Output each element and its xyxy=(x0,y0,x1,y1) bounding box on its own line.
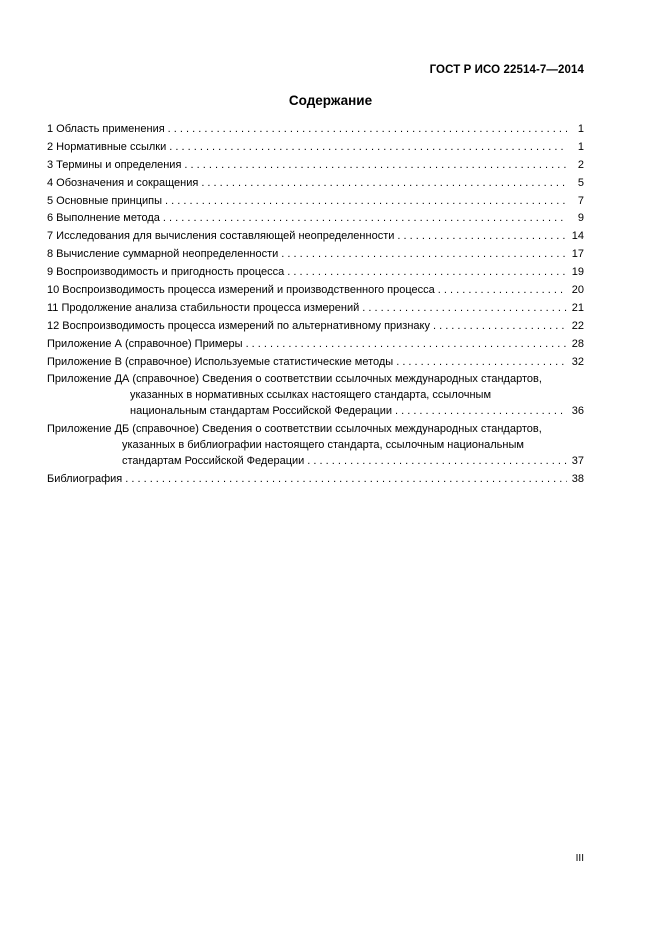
toc-entry-label: 3 Термины и определения xyxy=(47,158,182,171)
toc-entry-page: 1 xyxy=(577,123,584,135)
dot-leader xyxy=(184,157,567,173)
toc-entry[interactable] xyxy=(47,139,584,155)
dot-leader xyxy=(163,210,567,226)
toc-entry-label: 12 Воспроизводимость процесса измерений по альтернативному признаку xyxy=(47,319,430,332)
toc-entry-label-continued: стандартам Российской Федерации xyxy=(122,455,305,468)
toc-entry-label: Приложение А (справочное) Примеры xyxy=(47,337,243,350)
page-number: III xyxy=(575,853,584,864)
toc-entry-label: 7 Исследования для вычисления составляющей неопределенности xyxy=(47,230,395,243)
dot-leader xyxy=(165,193,567,209)
toc-entry-page: 37 xyxy=(571,455,584,468)
document-header: ГОСТ Р ИСО 22514-7—2014 xyxy=(429,64,584,76)
toc-entry-label: 5 Основные принципы xyxy=(47,194,163,207)
toc-entry-page: 17 xyxy=(571,248,584,261)
toc-entry-page: 5 xyxy=(577,176,584,189)
dot-leader xyxy=(395,403,567,419)
toc-entry-appendix-da[interactable] xyxy=(47,371,584,419)
toc-entry[interactable] xyxy=(47,175,584,191)
toc-entry-appendix-db[interactable] xyxy=(47,421,584,469)
toc-entry-label-continued: национальным стандартам Российской Федерации xyxy=(130,405,392,418)
table-of-contents xyxy=(47,121,584,489)
dot-leader xyxy=(246,336,567,352)
toc-entry[interactable] xyxy=(47,354,584,370)
toc-entry-label: Приложение ДБ (справочное) Сведения о соответствии ссылочных международных стандартов, xyxy=(47,423,542,436)
toc-entry-page: 32 xyxy=(571,355,584,368)
toc-entry[interactable] xyxy=(47,121,584,137)
toc-entry[interactable] xyxy=(47,210,584,226)
toc-entries xyxy=(47,121,584,370)
toc-entry-label-continued: указанных в библиографии настоящего стандарта, ссылочным национальным xyxy=(122,439,524,452)
dot-leader xyxy=(396,354,567,370)
toc-entry-label: 2 Нормативные ссылки xyxy=(47,140,167,153)
dot-leader xyxy=(169,139,567,155)
toc-entry-page: 36 xyxy=(571,405,584,418)
toc-entry-label: 11 Продолжение анализа стабильности процесса измерений xyxy=(47,301,360,314)
dot-leader xyxy=(287,264,567,280)
toc-entry-page: 21 xyxy=(571,301,584,314)
dot-leader xyxy=(397,228,567,244)
toc-entry-page: 2 xyxy=(577,158,584,171)
toc-entry[interactable] xyxy=(47,228,584,244)
toc-entry[interactable] xyxy=(47,157,584,173)
toc-entry[interactable] xyxy=(47,264,584,280)
toc-entry-page: 7 xyxy=(577,194,584,207)
toc-entry-label: 1 Область применения xyxy=(47,123,165,135)
dot-leader xyxy=(307,453,567,469)
dot-leader xyxy=(125,471,567,487)
toc-entry-page: 38 xyxy=(571,473,584,486)
dot-leader xyxy=(168,121,567,137)
toc-entry-page: 1 xyxy=(577,140,584,153)
toc-entry-label: 4 Обозначения и сокращения xyxy=(47,176,199,189)
toc-entry-label: Приложение ДА (справочное) Сведения о соответствии ссылочных международных стандартов, xyxy=(47,373,542,386)
toc-entry-page: 22 xyxy=(571,319,584,332)
dot-leader xyxy=(362,300,567,316)
toc-entry-label-continued: указанных в нормативных ссылках настоящего стандарта, ссылочным xyxy=(130,389,492,402)
toc-entry-page: 19 xyxy=(571,266,584,279)
toc-entry-page: 28 xyxy=(571,337,584,350)
toc-entry-label: 10 Воспроизводимость процесса измерений и производственного процесса xyxy=(47,284,435,297)
toc-entry-label: Приложение В (справочное) Используемые статистические методы xyxy=(47,355,394,368)
toc-entry-page: 14 xyxy=(571,230,584,243)
toc-entry[interactable] xyxy=(47,336,584,352)
dot-leader xyxy=(433,318,567,334)
dot-leader xyxy=(201,175,567,191)
toc-entry-page: 20 xyxy=(571,284,584,297)
toc-entry[interactable] xyxy=(47,300,584,316)
toc-title: Содержание xyxy=(288,93,373,108)
toc-entry[interactable] xyxy=(47,193,584,209)
toc-entry-bibliography[interactable] xyxy=(47,471,584,487)
toc-entry[interactable] xyxy=(47,318,584,334)
toc-entry-page: 9 xyxy=(577,212,584,225)
dot-leader xyxy=(438,282,567,298)
toc-entry-label: 6 Выполнение метода xyxy=(47,212,160,225)
toc-entry[interactable] xyxy=(47,246,584,262)
toc-entry-label: 9 Воспроизводимость и пригодность процесса xyxy=(47,266,285,279)
toc-entry-label: Библиография xyxy=(47,473,123,486)
toc-entry[interactable] xyxy=(47,282,584,298)
dot-leader xyxy=(281,246,567,262)
toc-entry-label: 8 Вычисление суммарной неопределенности xyxy=(47,248,279,261)
